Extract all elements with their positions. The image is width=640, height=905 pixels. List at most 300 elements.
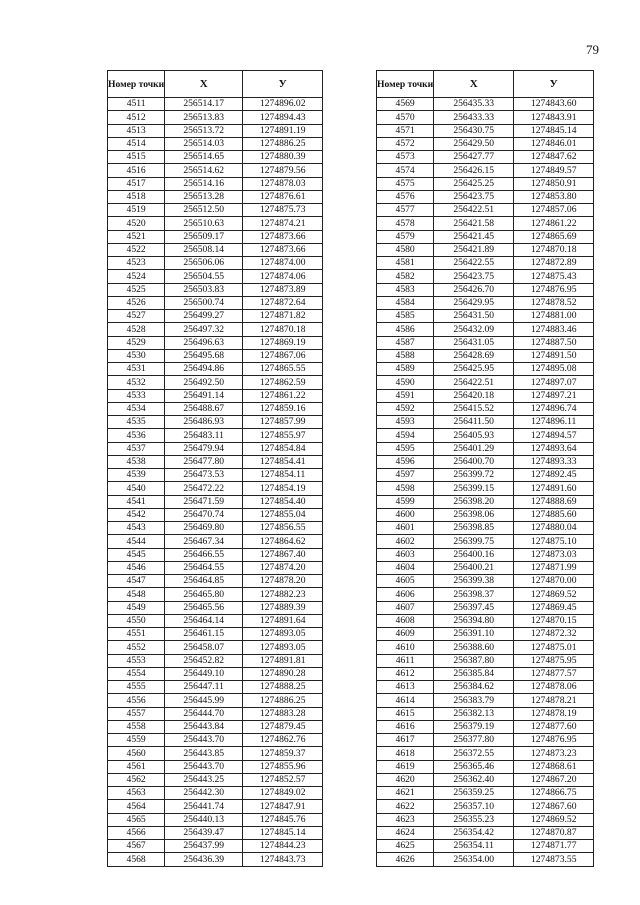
- x-coordinate-cell: 256421.89: [434, 243, 514, 256]
- table-row: [377, 349, 594, 362]
- table-row: [377, 654, 594, 667]
- y-coordinate-cell: 1274870.18: [514, 243, 594, 256]
- x-coordinate-cell: 256440.13: [165, 813, 243, 826]
- x-coordinate-cell: 256398.06: [434, 508, 514, 521]
- x-coordinate-cell: 256488.67: [165, 402, 243, 415]
- y-coordinate-cell: 1274890.28: [243, 667, 323, 680]
- table-row: [108, 575, 323, 588]
- table-row: [108, 760, 323, 773]
- x-coordinate-cell: 256411.50: [434, 416, 514, 429]
- x-coordinate-cell: 256494.86: [165, 363, 243, 376]
- point-number-cell: 4598: [377, 482, 434, 495]
- x-coordinate-cell: 256400.16: [434, 548, 514, 561]
- point-number-cell: 4613: [377, 681, 434, 694]
- x-coordinate-cell: 256442.30: [165, 787, 243, 800]
- point-number-cell: 4585: [377, 310, 434, 323]
- point-number-cell: 4609: [377, 628, 434, 641]
- x-coordinate-cell: 256429.50: [434, 137, 514, 150]
- point-number-cell: 4536: [108, 429, 165, 442]
- point-number-cell: 4514: [108, 137, 165, 150]
- point-number-cell: 4557: [108, 707, 165, 720]
- y-coordinate-cell: 1274891.50: [514, 349, 594, 362]
- y-coordinate-cell: 1274864.62: [243, 535, 323, 548]
- y-coordinate-cell: 1274896.11: [514, 416, 594, 429]
- point-number-cell: 4611: [377, 654, 434, 667]
- x-coordinate-cell: 256506.06: [165, 257, 243, 270]
- y-coordinate-cell: 1274847.91: [243, 800, 323, 813]
- y-coordinate-cell: 1274873.55: [514, 853, 594, 866]
- y-coordinate-cell: 1274881.00: [514, 310, 594, 323]
- y-coordinate-cell: 1274875.95: [514, 654, 594, 667]
- point-number-cell: 4625: [377, 840, 434, 853]
- y-coordinate-cell: 1274888.25: [243, 681, 323, 694]
- x-coordinate-cell: 256513.83: [165, 111, 243, 124]
- table-row: [377, 376, 594, 389]
- x-coordinate-cell: 256461.15: [165, 628, 243, 641]
- y-coordinate-cell: 1274897.07: [514, 376, 594, 389]
- y-coordinate-cell: 1274869.19: [243, 336, 323, 349]
- x-coordinate-cell: 256495.68: [165, 349, 243, 362]
- x-coordinate-cell: 256401.29: [434, 442, 514, 455]
- table-row: [108, 376, 323, 389]
- y-coordinate-cell: 1274878.20: [243, 575, 323, 588]
- table-row: [377, 694, 594, 707]
- point-number-cell: 4592: [377, 402, 434, 415]
- y-coordinate-cell: 1274879.56: [243, 164, 323, 177]
- point-number-cell: 4623: [377, 813, 434, 826]
- x-coordinate-cell: 256443.70: [165, 760, 243, 773]
- x-coordinate-cell: 256508.14: [165, 243, 243, 256]
- point-number-cell: 4537: [108, 442, 165, 455]
- x-coordinate-cell: 256399.72: [434, 469, 514, 482]
- point-number-cell: 4603: [377, 548, 434, 561]
- table-row: [108, 813, 323, 826]
- point-number-cell: 4604: [377, 561, 434, 574]
- x-coordinate-cell: 256466.55: [165, 548, 243, 561]
- x-coordinate-cell: 256464.55: [165, 561, 243, 574]
- table-row: [108, 853, 323, 866]
- table-row: [377, 787, 594, 800]
- point-number-cell: 4518: [108, 190, 165, 203]
- y-coordinate-cell: 1274857.99: [243, 416, 323, 429]
- header-point-number: Номер точки: [108, 71, 165, 98]
- y-coordinate-cell: 1274865.55: [243, 363, 323, 376]
- table-row: [108, 535, 323, 548]
- table-row: [377, 522, 594, 535]
- y-coordinate-cell: 1274859.37: [243, 747, 323, 760]
- table-row: [108, 469, 323, 482]
- table-row: [377, 217, 594, 230]
- x-coordinate-cell: 256399.15: [434, 482, 514, 495]
- point-number-cell: 4517: [108, 177, 165, 190]
- table-row: [108, 137, 323, 150]
- x-coordinate-cell: 256479.94: [165, 442, 243, 455]
- y-coordinate-cell: 1274867.06: [243, 349, 323, 362]
- table-row: [377, 601, 594, 614]
- point-number-cell: 4582: [377, 270, 434, 283]
- point-number-cell: 4619: [377, 760, 434, 773]
- x-coordinate-cell: 256491.14: [165, 389, 243, 402]
- table-row: [108, 416, 323, 429]
- table-row: [377, 124, 594, 137]
- table-row: [108, 495, 323, 508]
- point-number-cell: 4556: [108, 694, 165, 707]
- point-number-cell: 4583: [377, 283, 434, 296]
- y-coordinate-cell: 1274872.64: [243, 296, 323, 309]
- x-coordinate-cell: 256499.27: [165, 310, 243, 323]
- table-row: [377, 151, 594, 164]
- point-number-cell: 4539: [108, 469, 165, 482]
- y-coordinate-cell: 1274885.60: [514, 508, 594, 521]
- x-coordinate-cell: 256504.55: [165, 270, 243, 283]
- table-row: [108, 310, 323, 323]
- coordinates-table-left: [107, 70, 323, 867]
- y-coordinate-cell: 1274869.45: [514, 601, 594, 614]
- point-number-cell: 4605: [377, 575, 434, 588]
- header-y: У: [514, 71, 594, 98]
- table-row: [377, 389, 594, 402]
- y-coordinate-cell: 1274889.39: [243, 601, 323, 614]
- x-coordinate-cell: 256397.45: [434, 601, 514, 614]
- table-row: [377, 257, 594, 270]
- x-coordinate-cell: 256354.00: [434, 853, 514, 866]
- x-coordinate-cell: 256384.62: [434, 681, 514, 694]
- table-row: [377, 455, 594, 468]
- table-row: [108, 124, 323, 137]
- y-coordinate-cell: 1274895.08: [514, 363, 594, 376]
- y-coordinate-cell: 1274893.05: [243, 628, 323, 641]
- y-coordinate-cell: 1274868.61: [514, 760, 594, 773]
- y-coordinate-cell: 1274896.02: [243, 98, 323, 111]
- table-row: [108, 217, 323, 230]
- y-coordinate-cell: 1274871.82: [243, 310, 323, 323]
- point-number-cell: 4612: [377, 667, 434, 680]
- point-number-cell: 4617: [377, 734, 434, 747]
- x-coordinate-cell: 256513.72: [165, 124, 243, 137]
- table-row: [377, 98, 594, 111]
- table-header-row: [108, 71, 323, 98]
- point-number-cell: 4596: [377, 455, 434, 468]
- x-coordinate-cell: 256436.39: [165, 853, 243, 866]
- point-number-cell: 4589: [377, 363, 434, 376]
- y-coordinate-cell: 1274891.64: [243, 614, 323, 627]
- point-number-cell: 4607: [377, 601, 434, 614]
- table-row: [377, 535, 594, 548]
- point-number-cell: 4579: [377, 230, 434, 243]
- point-number-cell: 4569: [377, 98, 434, 111]
- y-coordinate-cell: 1274886.25: [243, 694, 323, 707]
- y-coordinate-cell: 1274859.16: [243, 402, 323, 415]
- point-number-cell: 4519: [108, 204, 165, 217]
- x-coordinate-cell: 256398.37: [434, 588, 514, 601]
- point-number-cell: 4566: [108, 826, 165, 839]
- header-point-number: Номер точки: [377, 71, 434, 98]
- point-number-cell: 4553: [108, 654, 165, 667]
- y-coordinate-cell: 1274862.76: [243, 734, 323, 747]
- point-number-cell: 4512: [108, 111, 165, 124]
- y-coordinate-cell: 1274855.97: [243, 429, 323, 442]
- x-coordinate-cell: 256443.84: [165, 720, 243, 733]
- y-coordinate-cell: 1274894.43: [243, 111, 323, 124]
- table-row: [108, 349, 323, 362]
- point-number-cell: 4516: [108, 164, 165, 177]
- point-number-cell: 4547: [108, 575, 165, 588]
- point-number-cell: 4559: [108, 734, 165, 747]
- table-row: [377, 164, 594, 177]
- coordinates-table-right: [376, 70, 594, 867]
- table-row: [377, 575, 594, 588]
- y-coordinate-cell: 1274878.03: [243, 177, 323, 190]
- table-row: [108, 773, 323, 786]
- point-number-cell: 4564: [108, 800, 165, 813]
- table-row: [377, 747, 594, 760]
- table-row: [377, 813, 594, 826]
- point-number-cell: 4520: [108, 217, 165, 230]
- point-number-cell: 4580: [377, 243, 434, 256]
- x-coordinate-cell: 256398.20: [434, 495, 514, 508]
- table-row: [377, 840, 594, 853]
- table-row: [108, 177, 323, 190]
- point-number-cell: 4575: [377, 177, 434, 190]
- point-number-cell: 4621: [377, 787, 434, 800]
- y-coordinate-cell: 1274872.32: [514, 628, 594, 641]
- x-coordinate-cell: 256425.25: [434, 177, 514, 190]
- x-coordinate-cell: 256399.75: [434, 535, 514, 548]
- point-number-cell: 4552: [108, 641, 165, 654]
- x-coordinate-cell: 256496.63: [165, 336, 243, 349]
- y-coordinate-cell: 1274876.95: [514, 734, 594, 747]
- table-row: [108, 720, 323, 733]
- table-row: [108, 190, 323, 203]
- y-coordinate-cell: 1274849.02: [243, 787, 323, 800]
- y-coordinate-cell: 1274878.06: [514, 681, 594, 694]
- x-coordinate-cell: 256422.51: [434, 376, 514, 389]
- point-number-cell: 4538: [108, 455, 165, 468]
- table-row: [377, 773, 594, 786]
- y-coordinate-cell: 1274854.41: [243, 455, 323, 468]
- x-coordinate-cell: 256514.16: [165, 177, 243, 190]
- x-coordinate-cell: 256509.17: [165, 230, 243, 243]
- x-coordinate-cell: 256379.19: [434, 720, 514, 733]
- y-coordinate-cell: 1274845.14: [243, 826, 323, 839]
- y-coordinate-cell: 1274875.73: [243, 204, 323, 217]
- x-coordinate-cell: 256385.84: [434, 667, 514, 680]
- x-coordinate-cell: 256465.56: [165, 601, 243, 614]
- x-coordinate-cell: 256428.69: [434, 349, 514, 362]
- point-number-cell: 4584: [377, 296, 434, 309]
- y-coordinate-cell: 1274856.55: [243, 522, 323, 535]
- point-number-cell: 4526: [108, 296, 165, 309]
- point-number-cell: 4573: [377, 151, 434, 164]
- table-row: [108, 402, 323, 415]
- x-coordinate-cell: 256365.46: [434, 760, 514, 773]
- point-number-cell: 4524: [108, 270, 165, 283]
- point-number-cell: 4624: [377, 826, 434, 839]
- point-number-cell: 4576: [377, 190, 434, 203]
- x-coordinate-cell: 256449.10: [165, 667, 243, 680]
- x-coordinate-cell: 256421.45: [434, 230, 514, 243]
- table-row: [377, 561, 594, 574]
- table-row: [108, 164, 323, 177]
- table-row: [108, 614, 323, 627]
- point-number-cell: 4593: [377, 416, 434, 429]
- point-number-cell: 4601: [377, 522, 434, 535]
- x-coordinate-cell: 256362.40: [434, 773, 514, 786]
- y-coordinate-cell: 1274870.00: [514, 575, 594, 588]
- table-row: [108, 429, 323, 442]
- x-coordinate-cell: 256422.51: [434, 204, 514, 217]
- x-coordinate-cell: 256391.10: [434, 628, 514, 641]
- table-row: [377, 190, 594, 203]
- table-row: [377, 402, 594, 415]
- x-coordinate-cell: 256388.60: [434, 641, 514, 654]
- table-row: [377, 707, 594, 720]
- point-number-cell: 4545: [108, 548, 165, 561]
- y-coordinate-cell: 1274873.23: [514, 747, 594, 760]
- point-number-cell: 4546: [108, 561, 165, 574]
- y-coordinate-cell: 1274870.18: [243, 323, 323, 336]
- table-row: [108, 257, 323, 270]
- y-coordinate-cell: 1274844.23: [243, 840, 323, 853]
- x-coordinate-cell: 256427.77: [434, 151, 514, 164]
- table-row: [377, 323, 594, 336]
- point-number-cell: 4534: [108, 402, 165, 415]
- y-coordinate-cell: 1274869.52: [514, 588, 594, 601]
- point-number-cell: 4525: [108, 283, 165, 296]
- x-coordinate-cell: 256426.15: [434, 164, 514, 177]
- table-row: [377, 469, 594, 482]
- point-number-cell: 4558: [108, 720, 165, 733]
- x-coordinate-cell: 256423.75: [434, 190, 514, 203]
- point-number-cell: 4542: [108, 508, 165, 521]
- point-number-cell: 4549: [108, 601, 165, 614]
- point-number-cell: 4529: [108, 336, 165, 349]
- table-row: [108, 455, 323, 468]
- point-number-cell: 4588: [377, 349, 434, 362]
- table-row: [377, 628, 594, 641]
- table-row: [108, 243, 323, 256]
- y-coordinate-cell: 1274855.96: [243, 760, 323, 773]
- y-coordinate-cell: 1274875.43: [514, 270, 594, 283]
- table-row: [377, 111, 594, 124]
- point-number-cell: 4568: [108, 853, 165, 866]
- x-coordinate-cell: 256430.75: [434, 124, 514, 137]
- x-coordinate-cell: 256514.03: [165, 137, 243, 150]
- header-y: У: [243, 71, 323, 98]
- table-row: [108, 389, 323, 402]
- y-coordinate-cell: 1274896.74: [514, 402, 594, 415]
- x-coordinate-cell: 256513.28: [165, 190, 243, 203]
- y-coordinate-cell: 1274873.66: [243, 243, 323, 256]
- x-coordinate-cell: 256464.85: [165, 575, 243, 588]
- point-number-cell: 4540: [108, 482, 165, 495]
- x-coordinate-cell: 256470.74: [165, 508, 243, 521]
- point-number-cell: 4574: [377, 164, 434, 177]
- table-body-left: [108, 98, 323, 867]
- point-number-cell: 4544: [108, 535, 165, 548]
- x-coordinate-cell: 256467.34: [165, 535, 243, 548]
- point-number-cell: 4590: [377, 376, 434, 389]
- point-number-cell: 4562: [108, 773, 165, 786]
- y-coordinate-cell: 1274877.60: [514, 720, 594, 733]
- x-coordinate-cell: 256431.50: [434, 310, 514, 323]
- point-number-cell: 4554: [108, 667, 165, 680]
- point-number-cell: 4578: [377, 217, 434, 230]
- table-row: [377, 363, 594, 376]
- y-coordinate-cell: 1274892.45: [514, 469, 594, 482]
- x-coordinate-cell: 256439.47: [165, 826, 243, 839]
- table-row: [377, 734, 594, 747]
- y-coordinate-cell: 1274891.60: [514, 482, 594, 495]
- y-coordinate-cell: 1274850.91: [514, 177, 594, 190]
- x-coordinate-cell: 256514.62: [165, 164, 243, 177]
- y-coordinate-cell: 1274874.21: [243, 217, 323, 230]
- table-row: [377, 442, 594, 455]
- point-number-cell: 4530: [108, 349, 165, 362]
- x-coordinate-cell: 256405.93: [434, 429, 514, 442]
- point-number-cell: 4543: [108, 522, 165, 535]
- point-number-cell: 4610: [377, 641, 434, 654]
- point-number-cell: 4521: [108, 230, 165, 243]
- table-row: [108, 681, 323, 694]
- y-coordinate-cell: 1274854.19: [243, 482, 323, 495]
- x-coordinate-cell: 256355.23: [434, 813, 514, 826]
- y-coordinate-cell: 1274876.95: [514, 283, 594, 296]
- point-number-cell: 4550: [108, 614, 165, 627]
- point-number-cell: 4565: [108, 813, 165, 826]
- x-coordinate-cell: 256422.55: [434, 257, 514, 270]
- point-number-cell: 4594: [377, 429, 434, 442]
- table-row: [108, 230, 323, 243]
- y-coordinate-cell: 1274883.46: [514, 323, 594, 336]
- x-coordinate-cell: 256443.70: [165, 734, 243, 747]
- table-row: [108, 98, 323, 111]
- point-number-cell: 4527: [108, 310, 165, 323]
- x-coordinate-cell: 256357.10: [434, 800, 514, 813]
- table-row: [377, 800, 594, 813]
- table-row: [108, 548, 323, 561]
- point-number-cell: 4608: [377, 614, 434, 627]
- table-header-row: [377, 71, 594, 98]
- table-row: [108, 840, 323, 853]
- table-row: [108, 204, 323, 217]
- y-coordinate-cell: 1274888.69: [514, 495, 594, 508]
- point-number-cell: 4586: [377, 323, 434, 336]
- x-coordinate-cell: 256497.32: [165, 323, 243, 336]
- point-number-cell: 4570: [377, 111, 434, 124]
- x-coordinate-cell: 256471.59: [165, 495, 243, 508]
- table-row: [108, 323, 323, 336]
- y-coordinate-cell: 1274854.40: [243, 495, 323, 508]
- x-coordinate-cell: 256514.17: [165, 98, 243, 111]
- y-coordinate-cell: 1274874.06: [243, 270, 323, 283]
- x-coordinate-cell: 256500.74: [165, 296, 243, 309]
- y-coordinate-cell: 1274894.57: [514, 429, 594, 442]
- x-coordinate-cell: 256465.80: [165, 588, 243, 601]
- table-row: [108, 270, 323, 283]
- table-row: [108, 588, 323, 601]
- y-coordinate-cell: 1274873.66: [243, 230, 323, 243]
- y-coordinate-cell: 1274880.39: [243, 151, 323, 164]
- y-coordinate-cell: 1274847.62: [514, 151, 594, 164]
- table-row: [377, 310, 594, 323]
- x-coordinate-cell: 256354.11: [434, 840, 514, 853]
- table-row: [377, 482, 594, 495]
- point-number-cell: 4615: [377, 707, 434, 720]
- table-row: [108, 111, 323, 124]
- x-coordinate-cell: 256443.85: [165, 747, 243, 760]
- x-coordinate-cell: 256359.25: [434, 787, 514, 800]
